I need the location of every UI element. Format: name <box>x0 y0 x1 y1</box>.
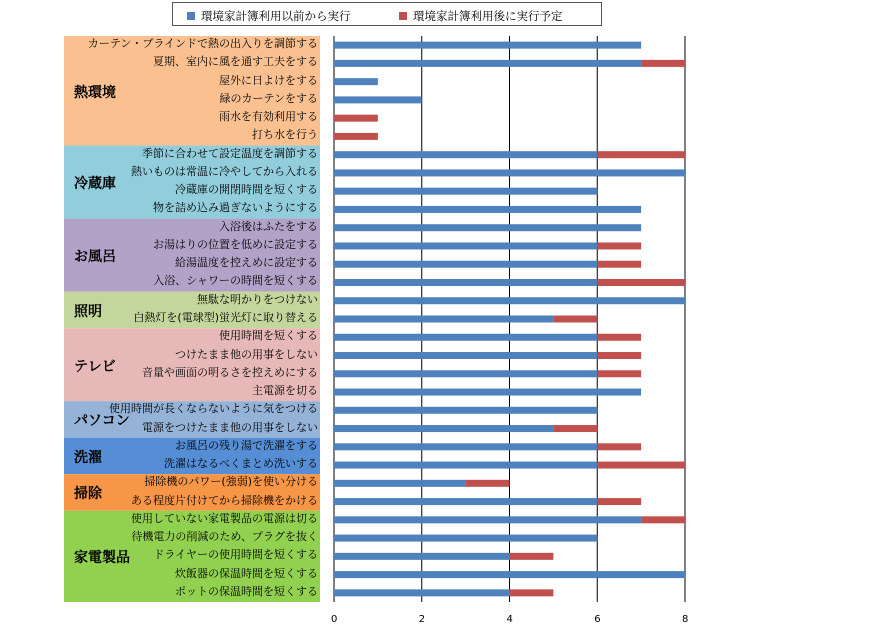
bar-before <box>334 352 597 359</box>
bar-before <box>334 571 685 578</box>
bar-before <box>334 480 466 487</box>
category-label: 掃除機のパワー(強弱)を使い分ける <box>144 475 318 489</box>
bar-after <box>597 334 641 341</box>
bar-before <box>334 316 553 323</box>
bar-before <box>334 407 597 414</box>
category-label: 使用していない家電製品の電源は切る <box>131 511 318 525</box>
category-label: 使用時間を短くする <box>219 329 318 343</box>
bar-before <box>334 535 597 542</box>
category-label: 給湯温度を控えめに設定する <box>175 256 318 270</box>
group-label: 洗濯 <box>74 449 102 466</box>
bar-before <box>334 462 597 469</box>
bar-before <box>334 425 553 432</box>
bar-before <box>334 206 641 213</box>
bar-after <box>466 480 510 487</box>
category-label: 夏期、室内に風を通す工夫をする <box>153 55 318 69</box>
category-label: ある程度片付けてから掃除機をかける <box>131 493 318 507</box>
category-label: 無駄な明かりをつけない <box>197 292 318 306</box>
bar-before <box>334 516 641 523</box>
bar-before <box>334 188 597 195</box>
category-label: 打ち水を行う <box>252 128 318 142</box>
bar-before <box>334 370 597 377</box>
x-tick-label: 6 <box>594 614 601 625</box>
bar-after <box>597 261 641 268</box>
bar-before <box>334 498 597 505</box>
category-label: 入浴後はふたをする <box>219 219 318 233</box>
bar-before <box>334 334 597 341</box>
bar-after <box>597 279 685 286</box>
x-tick-label: 8 <box>682 614 689 625</box>
bar-after <box>597 498 641 505</box>
group-label: お風呂 <box>74 249 116 266</box>
category-label: 季節に合わせて設定温度を調節する <box>142 146 318 160</box>
bar-after <box>334 133 378 140</box>
bar-before <box>334 443 597 450</box>
bar-before <box>334 96 422 103</box>
legend-swatch-before <box>187 12 195 20</box>
category-label: お湯はりの位置を低めに設定する <box>153 237 318 251</box>
legend <box>172 2 602 26</box>
category-label: 炊飯器の保温時間を短くする <box>175 566 318 580</box>
category-label: 冷蔵庫の開閉時間を短くする <box>175 183 318 197</box>
legend-item-before <box>187 8 351 24</box>
bar-after <box>597 462 685 469</box>
bar-after <box>553 316 597 323</box>
bar-before <box>334 279 597 286</box>
bar-before <box>334 589 510 596</box>
category-label: つけたまま他の用事をしない <box>175 347 318 361</box>
category-label: 待機電力の削減のため、プラグを抜く <box>131 530 318 544</box>
legend-swatch-after <box>399 12 407 20</box>
x-tick-label: 2 <box>418 614 426 625</box>
bar-before <box>334 42 641 49</box>
group-label: 冷蔵庫 <box>74 176 116 193</box>
category-label: 物を詰め込み過ぎないようにする <box>153 201 318 215</box>
category-label: ポットの保温時間を短くする <box>175 584 318 598</box>
category-label: 入浴、シャワーの時間を短くする <box>153 274 318 288</box>
bar-after <box>597 443 641 450</box>
bar-before <box>334 261 597 268</box>
bar-after <box>334 115 378 122</box>
legend-label-before: 環境家計簿利用以前から実行 <box>201 9 351 23</box>
bar-after <box>597 352 641 359</box>
category-label: 電源をつけたまま他の用事をしない <box>142 420 318 434</box>
x-tick-label: 4 <box>506 614 513 625</box>
bar-before <box>334 553 510 560</box>
category-label: 白熱灯を(電球型)蛍光灯に取り替える <box>133 311 318 324</box>
bar-before <box>334 78 378 85</box>
group-label: 家電製品 <box>74 550 130 567</box>
category-label: 熱いものは常温に冷やしてから入れる <box>131 164 318 178</box>
bar-before <box>334 151 597 158</box>
bar-after <box>597 370 641 377</box>
category-label: 屋外に日よけをする <box>219 73 318 87</box>
bar-after <box>510 589 554 596</box>
category-label: 使用時間が長くならないように気をつける <box>109 402 318 416</box>
bar-before <box>334 60 641 67</box>
category-label: ドライヤーの使用時間を短くする <box>153 548 318 562</box>
category-label: 主電源を切る <box>252 384 318 398</box>
bar-after <box>641 60 685 67</box>
group-label: テレビ <box>74 358 116 375</box>
group-label: 掃除 <box>74 486 102 503</box>
bar-after <box>553 425 597 432</box>
bar-after <box>510 553 554 560</box>
group-label: 熱環境 <box>74 84 116 101</box>
bar-before <box>334 297 685 304</box>
bar-after <box>597 151 685 158</box>
category-label: 雨水を有効利用する <box>219 110 318 124</box>
x-tick-label: 0 <box>331 614 338 625</box>
category-label: カーテン・ブラインドで熱の出入りを調節する <box>87 37 318 51</box>
group-label: パソコン <box>74 413 130 430</box>
legend-item-after <box>399 8 563 24</box>
category-label: 音量や画面の明るさを控えめにする <box>142 365 318 379</box>
bar-after <box>641 516 685 523</box>
bar-before <box>334 224 641 231</box>
bar-before <box>334 389 641 396</box>
category-label: 緑のカーテンをする <box>219 91 318 105</box>
bar-after <box>597 242 641 249</box>
bar-before <box>334 242 597 249</box>
group-label: 照明 <box>74 303 102 320</box>
category-label: 洗濯はなるべくまとめ洗いする <box>164 457 318 471</box>
category-label: お風呂の残り湯で洗濯をする <box>175 438 318 452</box>
bar-before <box>334 169 685 176</box>
legend-label-after: 環境家計簿利用後に実行予定 <box>413 9 563 23</box>
